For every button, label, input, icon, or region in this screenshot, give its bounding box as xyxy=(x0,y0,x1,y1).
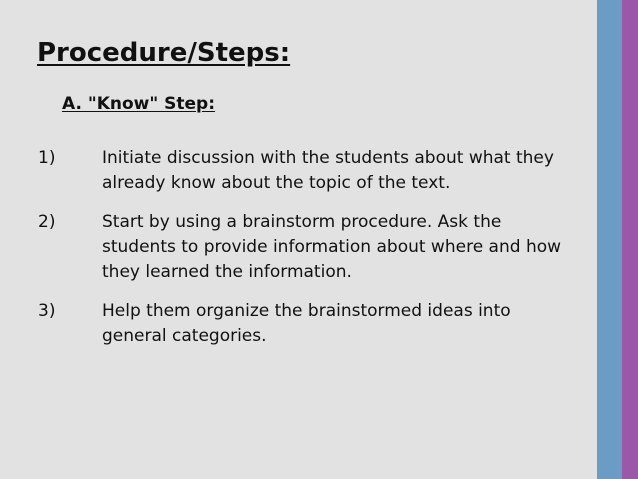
step-number: 3) xyxy=(38,301,56,321)
step-item-2 xyxy=(38,210,588,285)
purple-accent-stripe xyxy=(622,0,638,479)
blue-accent-stripe xyxy=(597,0,622,479)
step-text: Initiate discussion with the students about what they already know about the topic of the text. xyxy=(102,148,554,193)
step-number: 2) xyxy=(38,212,56,232)
step-number: 1) xyxy=(38,148,56,168)
step-text: Start by using a brainstorm procedure. Ask the students to provide information about where and how they learned the information. xyxy=(102,212,562,282)
step-item-3 xyxy=(38,299,588,349)
step-text: Help them organize the brainstormed ideas into general categories. xyxy=(102,301,511,346)
slide-title: Procedure/Steps: xyxy=(37,38,291,68)
steps-list xyxy=(38,146,588,363)
slide-subtitle: A. "Know" Step: xyxy=(62,94,216,114)
step-item-1 xyxy=(38,146,588,196)
